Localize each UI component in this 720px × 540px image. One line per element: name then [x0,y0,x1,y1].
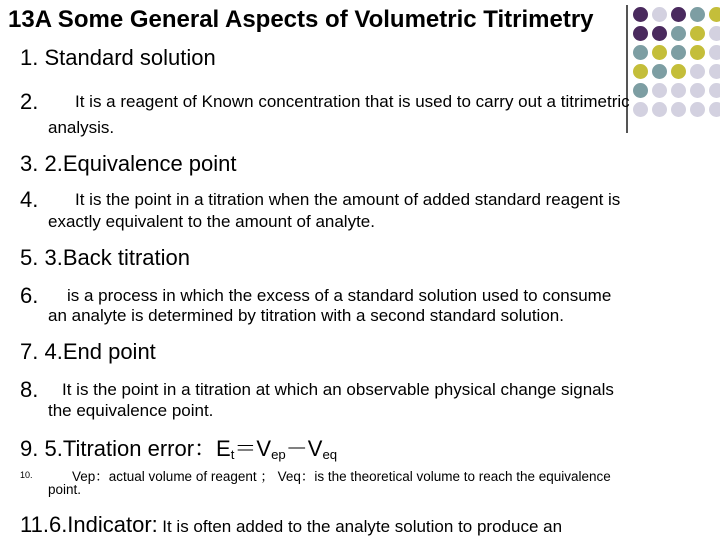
list-item-2-continuation: analysis. [48,118,115,137]
decorative-dot [709,102,720,117]
list-item-3 [20,151,237,177]
list-item-4-text: It is the point in a titration when the amount of added standard reagent is [75,190,621,209]
decorative-dot [652,83,667,98]
list-item-6-text: is a process in which the excess of a standard solution used to consume [67,286,612,305]
list-item-7 [20,339,156,365]
decorative-dot [709,83,720,98]
list-item-9 [20,432,337,463]
decorative-dot [671,64,686,79]
decorative-dot [633,64,648,79]
item-text: 2.Equivalence point [44,151,237,176]
decorative-dot [633,7,648,22]
list-item-10-text: Vep：actual volume of reagent ； Veq：is the theoretical volume to reach the equivalence [72,469,611,484]
decorative-dot [671,83,686,98]
titration-error-formula: 5.Titration error：$E_t=V_{ep}-V_{eq}$ [44,436,338,462]
list-item-8-number: 8. [20,377,39,402]
decorative-dot [652,102,667,117]
list-item-6-continuation: an analyte is determined by titration with a second standard solution. [48,306,564,325]
decorative-dot [690,83,705,98]
item-number: 5. [20,245,39,270]
decorative-dot [690,64,705,79]
decorative-dot [709,45,720,60]
item-number: 1. [20,45,39,70]
decorative-dot [633,83,648,98]
decorative-dot [671,7,686,22]
list-item-1 [20,45,216,71]
list-item-8-continuation: the equivalence point. [48,401,214,420]
decorative-dot [690,7,705,22]
decorative-dot-grid [623,5,720,125]
item-heading: 6.Indicator: [48,512,158,537]
list-item-10-continuation: point. [48,482,82,497]
list-item-2-text: It is a reagent of Known concentration that is used to carry out a titrimetric [75,92,630,111]
list-item-11 [20,512,562,538]
decorative-dot [671,26,686,41]
item-number: 11. [20,512,49,537]
decorative-dot [709,7,720,22]
list-item-10-number: 10. [20,470,33,480]
list-item-4-number: 4. [20,187,39,212]
decorative-dot [652,26,667,41]
decorative-dot [652,45,667,60]
slide-title: 13A Some General Aspects of Volumetric Titrimetry [8,6,594,33]
item-text: It is often added to the analyte solution to produce an [162,517,563,536]
list-item-4-continuation: exactly equivalent to the amount of analyte. [48,212,375,231]
item-text: Standard solution [44,45,216,70]
decorative-dot [671,102,686,117]
decorative-dot [633,26,648,41]
decorative-dot [690,45,705,60]
item-text: 3.Back titration [44,245,190,270]
list-item-6-number: 6. [20,283,39,308]
decorative-dot [690,102,705,117]
list-item-8-text: It is the point in a titration at which an observable physical change signals [62,380,614,399]
item-number: 7. [20,339,39,364]
list-item-2-number: 2. [20,89,39,114]
decorative-dot [633,102,648,117]
decorative-dot [709,64,720,79]
item-number: 3. [20,151,39,176]
list-item-5 [20,245,190,271]
decorative-dot [671,45,686,60]
decorative-dot [633,45,648,60]
decorative-dot [690,26,705,41]
decorative-dot [709,26,720,41]
decorative-dot [652,7,667,22]
decorative-dot [652,64,667,79]
item-number: 9. [20,436,39,461]
item-text: 4.End point [44,339,156,364]
